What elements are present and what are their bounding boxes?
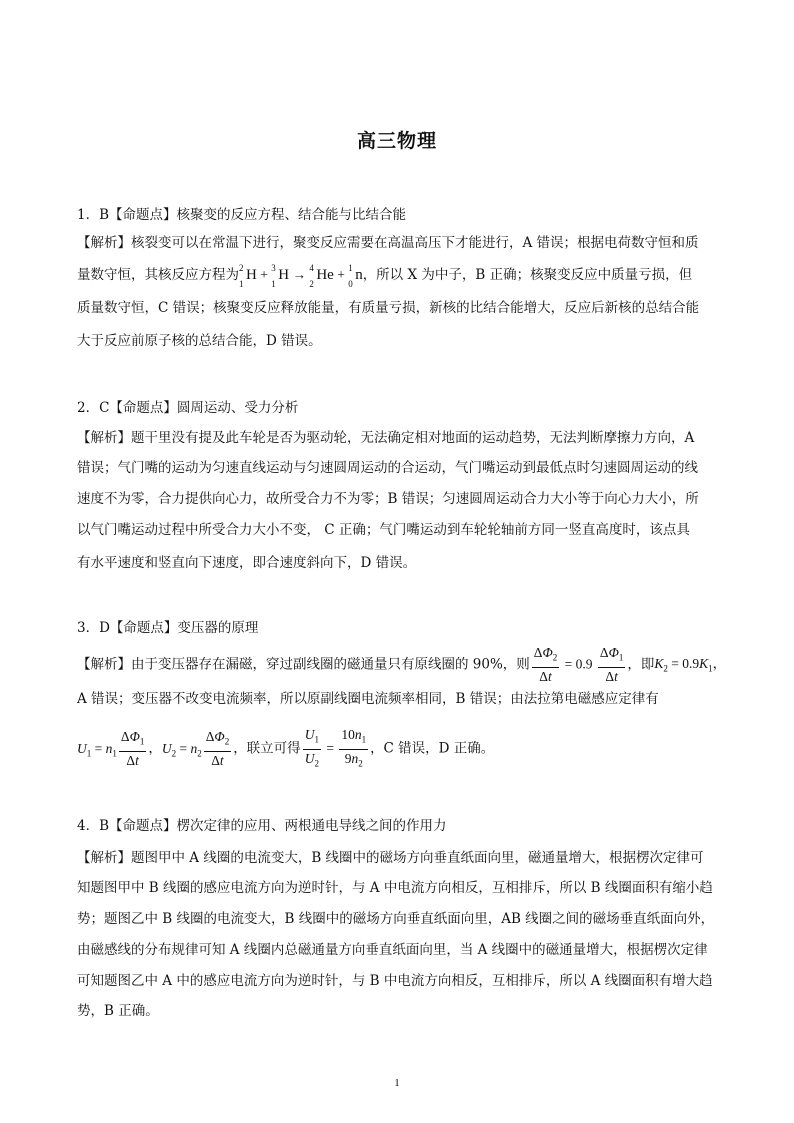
q1-line-2 (77, 263, 693, 289)
formula-u1: $U_1 = n_1$ (77, 740, 117, 759)
q3-line-2: A 错误；变压器不改变电流频率，所以原副线圈电流频率相同，B 错误；由法拉第电磁感应定律有 (77, 691, 659, 707)
q4-line-2: 知题图甲中 B 线圈的感应电流方向为逆时针，与 A 中电流方向相反，互相排斥，所以 B 线圈面积有缩小趋 (77, 880, 713, 896)
q3-heading: 3．D【命题点】变压器的原理 (77, 620, 259, 636)
q3-line-3b: ，C 错误，D 正确。 (370, 740, 495, 757)
nuclide-h3: 3 1 H (271, 263, 290, 289)
q4-line-6: 势，B 正确。 (77, 1003, 159, 1019)
formula-flux-ratio-right: $\frac{\Delta\Phi_1}{\Delta t}$ (599, 645, 624, 684)
q2-heading: 2．C【命题点】圆周运动、受力分析 (77, 400, 299, 416)
q1-line-4: 大于反应前原子核的总结合能，D 错误。 (77, 333, 322, 349)
q3-line-3: $U_1 = n_1$ $\frac{\Delta\Phi_1}{\Delta t}$ ，$U_2 = n_2$ $\frac{\Delta\Phi_2}{\Delta t}$ ，联立可得 $\frac{U_1}{U_2}$ = $\frac{10n_1}{9n_2}$ ，C 错误，D 正确。 (77, 726, 494, 772)
q2-line-1: 【解析】题干里没有提及此车轮是否为驱动轮，无法确定相对地面的运动趋势，无法判断摩擦力方向，A (77, 430, 695, 446)
q3-line-1b: ，即 (627, 656, 655, 673)
q2-line-2: 错误；气门嘴的运动为匀速直线运动与匀速圆周运动的合运动，气门嘴运动到最低点时匀速圆周运动的线 (77, 460, 698, 476)
q4-heading: 4．B【命题点】楞次定律的应用、两根通电导线之间的作用力 (77, 818, 447, 834)
q1-line-3: 质量数守恒，C 错误；核聚变反应释放能量，有质量亏损，新核的比结合能增大，反应后新核的总结合能 (77, 300, 700, 316)
q4-line-3: 势；题图乙中 B 线圈的电流变大，B 线圈中的磁场方向垂直纸面向里，AB 线圈之间的磁场垂直纸面向外， (77, 911, 715, 927)
q1-heading: 1．B【命题点】核聚变的反应方程、结合能与比结合能 (77, 207, 407, 223)
nuclear-equation: 2 1 H + 3 1 H → 4 2 He + 1 0 n (239, 263, 363, 289)
nuclide-n1: 1 0 n (348, 263, 363, 289)
q3-line-1: 【解析】由于变压器存在漏磁，穿过副线圈的磁通量只有原线圈的 90%，则 $\frac{\Delta\Phi_2}{\Delta t}$ = 0.9 $\frac{\Delta\Phi_1}{\Delta t}$ ，即$K_2 = 0.9K_1$， (77, 645, 727, 684)
q4-line-4: 由磁感线的分布规律可知 A 线圈内总磁通量方向垂直纸面向里，当 A 线圈中的磁通量增大，根据楞次定律 (77, 942, 708, 958)
formula-k-relation: $K_2 = 0.9K_1$， (654, 656, 727, 675)
formula-u-ratio: $\frac{U_1}{U_2}$ (304, 727, 319, 769)
formula-flux-ratio-left: $\frac{\Delta\Phi_2}{\Delta t}$ (533, 645, 558, 684)
q4-line-5: 可知题图乙中 A 中的感应电流方向为逆时针，与 B 中电流方向相反，互相排斥，所以 A 线圈面积有增大趋 (77, 973, 713, 989)
formula-u2: $U_2 = n_2$ (161, 740, 202, 759)
q3-line-1a: 【解析】由于变压器存在漏磁，穿过副线圈的磁通量只有原线圈的 90%，则 (77, 656, 530, 673)
page-number: 1 (394, 1077, 400, 1089)
q1-line-2b: ，所以 X 为中子，B 正确；核聚变反应中质量亏损，但 (362, 267, 693, 283)
q3-line-3a: ，联立可得 (233, 740, 301, 757)
nuclide-he4: 4 2 He (309, 263, 334, 289)
page-title: 高三物理 (356, 130, 437, 152)
q1-line-1: 【解析】核裂变可以在常温下进行，聚变反应需要在高温高压下才能进行，A 错误；根据电荷数守恒和质 (77, 235, 699, 251)
q2-line-4: 以气门嘴运动过程中所受合力大小不变， C 正确；气门嘴运动到车轮轮轴前方同一竖直高度时，该点具 (77, 522, 690, 538)
q2-line-5: 有水平速度和竖直向下速度，即合速度斜向下，D 错误。 (77, 555, 417, 571)
q2-line-3: 速度不为零，合力提供向心力，故所受合力不为零；B 错误；匀速圆周运动合力大小等于向心力大小，所 (77, 491, 699, 507)
q1-line-2a: 量数守恒，其核反应方程为 (77, 267, 239, 283)
nuclide-h2: 2 1 H (239, 263, 257, 289)
q4-line-1: 【解析】题图甲中 A 线圈的电流变大，B 线圈中的磁场方向垂直纸面向里，磁通量增大，根据楞次定律可 (77, 850, 704, 866)
